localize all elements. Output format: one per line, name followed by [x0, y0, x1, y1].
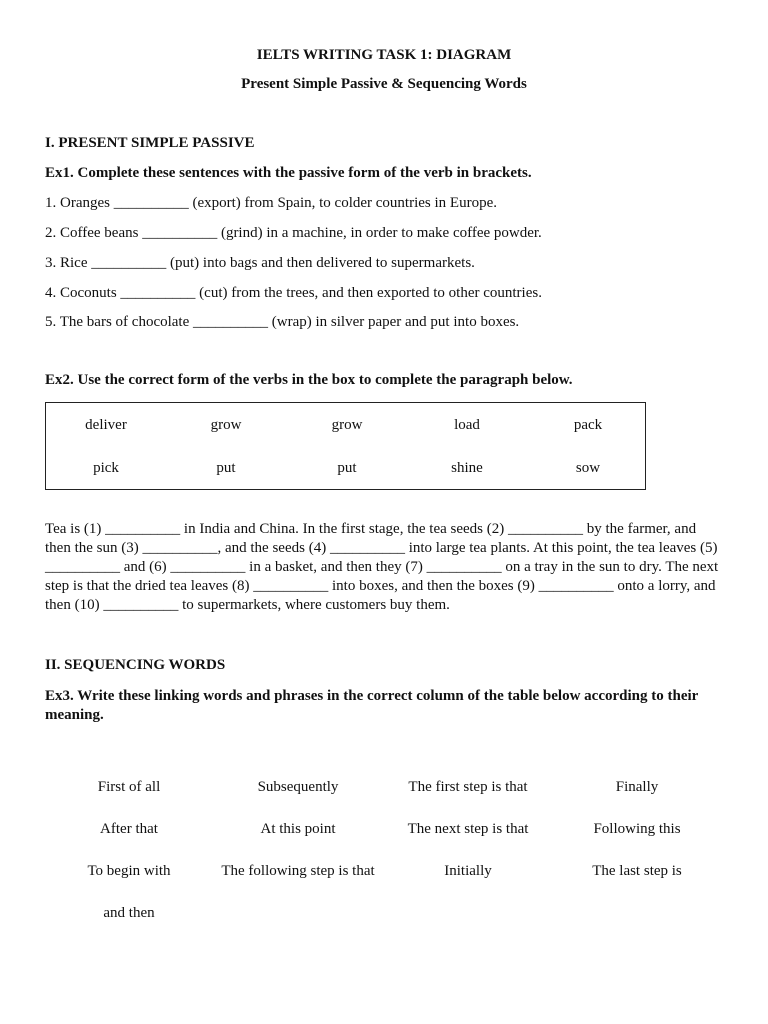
linking-phrase: The first step is that	[408, 779, 528, 795]
section-1-heading: I. PRESENT SIMPLE PASSIVE	[45, 135, 255, 151]
linking-phrase: The next step is that	[407, 821, 529, 837]
ex1-item-2: 2. Coffee beans __________ (grind) in a machine, in order to make coffee powder.	[45, 225, 542, 241]
linking-phrase: Subsequently	[257, 779, 339, 795]
verb-word: pack	[573, 417, 603, 433]
ex1-item-5: 5. The bars of chocolate __________ (wrap) in silver paper and put into boxes.	[45, 314, 520, 330]
verb-word: sow	[575, 460, 601, 476]
linking-phrase: After that	[100, 821, 158, 837]
verb-word: put	[216, 460, 236, 476]
verb-word: put	[337, 460, 357, 476]
ex1-item-3: 3. Rice __________ (put) into bags and then delivered to supermarkets.	[45, 255, 475, 271]
page-subtitle: Present Simple Passive & Sequencing Words	[241, 76, 527, 92]
linking-phrase: First of all	[97, 779, 161, 795]
ex1-item-1: 1. Oranges __________ (export) from Spain, to colder countries in Europe.	[45, 195, 497, 211]
tea-paragraph: Tea is (1) __________ in India and China. In the first stage, the tea seeds (2) __________ by the farmer, and then the sun (3) __________, and the seeds (4) __________ into large tea plants. At this point, the tea leaves (5) __________ and (6) __________ in a basket, and then they (7) __________ on a tray in the sun to dry. The next step is that the dried tea leaves (8) __________ into boxes, and then the boxes (9) __________ onto a lorry, and then (10) __________ to supermarkets, where customers buy them.	[45, 521, 719, 613]
verb-word: deliver	[85, 417, 127, 433]
linking-phrase: Initially	[444, 863, 492, 879]
ex1-instruction: Ex1. Complete these sentences with the passive form of the verb in brackets.	[45, 165, 532, 181]
verb-word: pick	[93, 460, 119, 476]
linking-phrase: Following this	[593, 821, 681, 837]
verb-box	[45, 402, 646, 490]
linking-phrase: and then	[103, 905, 155, 921]
verb-word: grow	[210, 417, 242, 433]
verb-word: load	[454, 417, 480, 433]
linking-phrase: To begin with	[87, 863, 171, 879]
ex2-instruction: Ex2. Use the correct form of the verbs in the box to complete the paragraph below.	[45, 372, 573, 388]
linking-phrase: Finally	[615, 779, 659, 795]
ex3-instruction: Ex3. Write these linking words and phrases in the correct column of the table below according to their meaning.	[45, 688, 699, 723]
verb-word: grow	[331, 417, 363, 433]
ex1-item-4: 4. Coconuts __________ (cut) from the trees, and then exported to other countries.	[45, 285, 542, 301]
linking-phrase: At this point	[260, 821, 336, 837]
section-2-heading: II. SEQUENCING WORDS	[45, 657, 226, 673]
linking-phrase: The last step is	[592, 863, 682, 879]
verb-word: shine	[451, 460, 483, 476]
page-title: IELTS WRITING TASK 1: DIAGRAM	[256, 47, 512, 63]
linking-phrase: The following step is that	[221, 863, 375, 879]
